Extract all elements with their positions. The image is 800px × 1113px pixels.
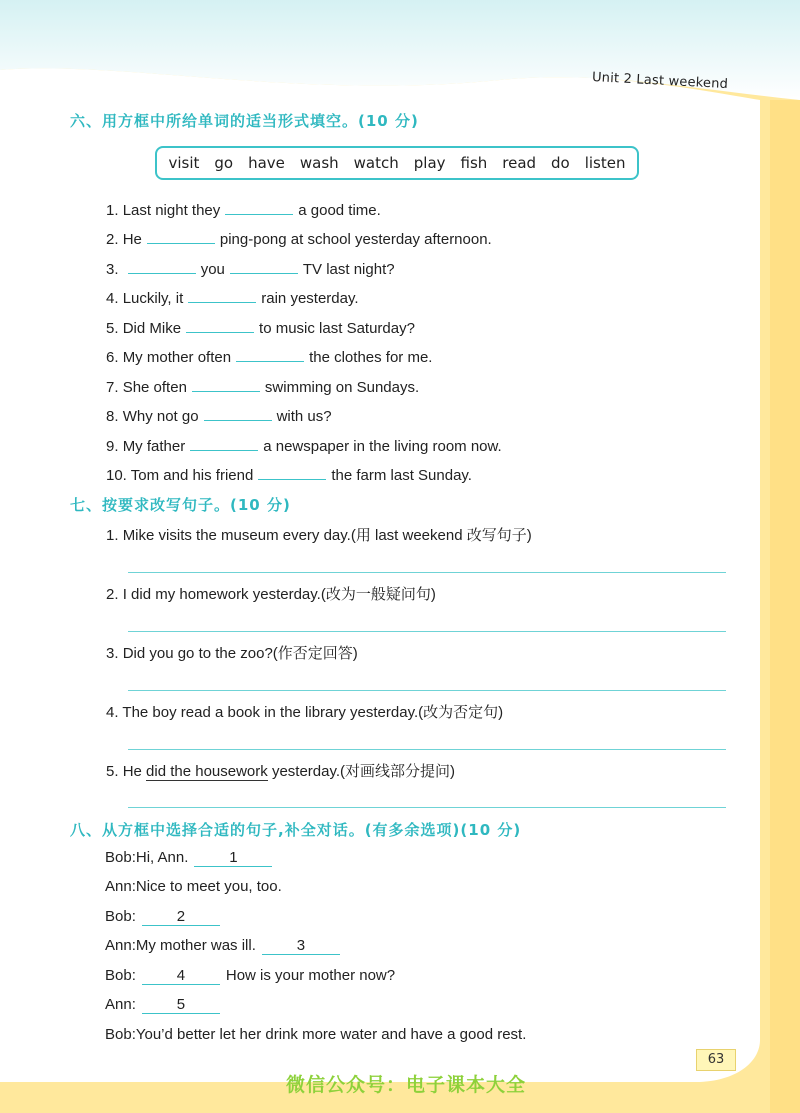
- dialogue-blank[interactable]: 1: [194, 849, 272, 867]
- dialogue-blank[interactable]: 5: [142, 996, 220, 1014]
- fill-item-7: 7. She often swimming on Sundays.: [106, 379, 420, 396]
- dialogue-line-1: Bob:Hi, Ann. 1: [105, 849, 278, 867]
- answer-line[interactable]: [128, 572, 726, 573]
- answer-blank[interactable]: [204, 406, 272, 421]
- dialogue-blank[interactable]: 3: [262, 937, 340, 955]
- answer-line[interactable]: [128, 749, 726, 750]
- dialogue-line-5: Bob: 4 How is your mother now?: [105, 967, 396, 984]
- section-8-title: 八、从方框中选择合适的句子,补全对话。(有多余选项)(10 分): [70, 821, 522, 839]
- underlined-phrase: did the housework: [146, 763, 268, 780]
- answer-blank[interactable]: [230, 259, 298, 274]
- answer-blank[interactable]: [188, 288, 256, 303]
- fill-item-6: 6. My mother often the clothes for me.: [106, 349, 433, 366]
- word-box-item: play: [413, 154, 446, 172]
- fill-item-8: 8. Why not go with us?: [106, 408, 332, 425]
- dialogue-line-7: Bob:You’d better let her drink more water and have a good rest.: [105, 1026, 527, 1043]
- answer-blank[interactable]: [236, 347, 304, 362]
- answer-blank[interactable]: [190, 436, 258, 451]
- answer-blank[interactable]: [128, 259, 196, 274]
- word-box-item: listen: [584, 154, 626, 172]
- fill-item-2: 2. He ping-pong at school yesterday afternoon.: [106, 231, 492, 248]
- fill-item-10: 10. Tom and his friend the farm last Sunday.: [106, 467, 472, 484]
- answer-blank[interactable]: [225, 200, 293, 215]
- fill-item-3: 3. you TV last night?: [106, 261, 395, 278]
- answer-line[interactable]: [128, 631, 726, 632]
- watermark-text: 微信公众号：电子课本大全: [286, 1074, 527, 1096]
- rewrite-item-2: 2. I did my homework yesterday.(改为一般疑问句): [106, 586, 436, 603]
- page-number: 63: [696, 1049, 736, 1071]
- rewrite-item-5: 5. He did the housework yesterday.(对画线部分提问): [106, 763, 456, 780]
- answer-blank[interactable]: [192, 377, 260, 392]
- fill-item-1: 1. Last night they a good time.: [106, 202, 381, 219]
- word-box: [155, 146, 639, 180]
- word-box-item: read: [502, 154, 537, 172]
- answer-line[interactable]: [128, 807, 726, 808]
- word-box-item: have: [248, 154, 285, 172]
- unit-header: Unit 2 Last weekend: [591, 70, 729, 93]
- dialogue-line-6: Ann: 5: [105, 996, 226, 1014]
- dialogue-line-3: Bob: 2: [105, 908, 226, 926]
- word-box-item: go: [214, 154, 234, 172]
- fill-item-4: 4. Luckily, it rain yesterday.: [106, 290, 359, 307]
- answer-blank[interactable]: [186, 318, 254, 333]
- answer-blank[interactable]: [147, 229, 215, 244]
- rewrite-item-1: 1. Mike visits the museum every day.(用 last weekend 改写句子): [106, 527, 532, 544]
- word-box-item: watch: [353, 154, 399, 172]
- word-box-item: visit: [168, 154, 200, 172]
- dialogue-line-2: Ann:Nice to meet you, too.: [105, 878, 282, 895]
- dialogue-blank[interactable]: 4: [142, 967, 220, 985]
- fill-item-9: 9. My father a newspaper in the living room now.: [106, 438, 502, 455]
- word-box-item: fish: [460, 154, 488, 172]
- word-box-item: wash: [299, 154, 339, 172]
- answer-line[interactable]: [128, 690, 726, 691]
- dialogue-blank[interactable]: 2: [142, 908, 220, 926]
- answer-blank[interactable]: [258, 465, 326, 480]
- fill-item-5: 5. Did Mike to music last Saturday?: [106, 320, 415, 337]
- rewrite-item-4: 4. The boy read a book in the library yesterday.(改为否定句): [106, 704, 504, 721]
- word-box-item: do: [551, 154, 570, 172]
- section-6-title: 六、用方框中所给单词的适当形式填空。(10 分): [70, 112, 419, 130]
- dialogue-line-4: Ann:My mother was ill. 3: [105, 937, 346, 955]
- section-7-title: 七、按要求改写句子。(10 分): [70, 496, 291, 514]
- rewrite-item-3: 3. Did you go to the zoo?(作否定回答): [106, 645, 358, 662]
